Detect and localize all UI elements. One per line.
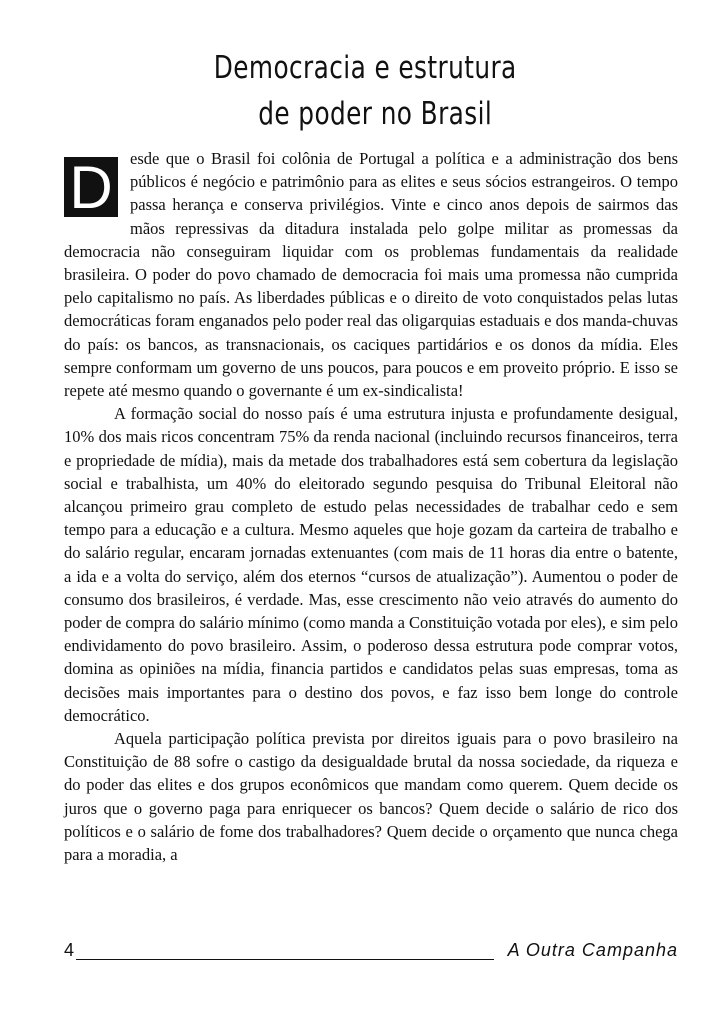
- paragraph-3: Aquela participação política prevista por direitos iguais para o povo brasileiro na Constituição de 88 sofre o castigo da desigualdade brutal da nossa sociedade, da riqueza e do poder das elites e dos grupos econômicos que mandam como querem. Quem decide os juros que o governo paga para enriquecer os bancos? Quem decide o salário de rico dos políticos e o salário de fome dos trabalhadores? Quem decide o orçamento que nunca chega para a moradia, a: [64, 729, 678, 865]
- publication-name: A Outra Campanha: [507, 940, 678, 960]
- drop-cap: D: [64, 157, 118, 217]
- footer-rule: [76, 959, 494, 960]
- paragraph-1-text: esde que o Brasil foi colônia de Portugal a política e a administração dos bens públicos é negócio e patrimônio para as elites e seus sócios estrangeiros. O tempo passa herança e conserva privilégios. Vinte e cinco anos depois de sairmos das mãos repressivas da ditadura instalada pelo golpe militar as promessas da democracia não conseguiram liquidar com os problemas fundamentais da realidade brasileira. O poder do povo chamado de democracia foi mais uma promessa não cumprida pelo capitalismo no país. As liberdades públicas e o direito de voto conquistados pelas lutas democráticas foram enganados pelo poder real das oligarquias estaduais e dos manda-chuvas do país: os bancos, as transnacionais, os caciques partidários e os donos da mídia. Eles sempre conformam um governo de uns poucos, para poucos e em proveito próprio. E isso se repete até mesmo quando o governante é um ex-sindicalista!: [64, 149, 678, 401]
- page-footer: [64, 940, 678, 964]
- paragraph-1: [64, 147, 678, 402]
- article-body: [64, 147, 678, 866]
- page-number: 4: [64, 940, 75, 960]
- title-line-1: Democracia e estrutura: [213, 50, 517, 86]
- paragraph-2: A formação social do nosso país é uma estrutura injusta e profundamente desigual, 10% dos mais ricos concentram 75% da renda nacional (incluindo recursos financeiros, terra e propriedade de mídia), mais da metade dos trabalhadores está sem cobertura da legislação social e trabalhista, um 40% do eleitorado segundo pesquisa do Tribunal Eleitoral não alcançou primeiro grau completo de estudo pelas necessidades de trabalhar cedo e sem tempo para a educação e a cultura. Mesmo aqueles que hoje gozam da carteira de trabalho e do salário regular, encaram jornadas extenuantes (com mais de 11 horas dia entre o batente, a ida e a volta do serviço, além dos eternos “cursos de atualização”). Aumentou o poder de consumo dos brasileiros, é verdade. Mas, esse crescimento não veio através do aumento do poder de compra do salário mínimo (como manda a Constituição votada por eles), e sim pelo endividamento do povo brasileiro. Assim, o poderoso dessa estrutura pode comprar votos, domina as opiniões na mídia, financia partidos e candidatos pelas suas empresas, toma as decisões mais importantes para o destino dos povos, e faz isso bem longe do controle democrático.: [64, 404, 678, 725]
- title-line-2: de poder no Brasil: [258, 96, 493, 132]
